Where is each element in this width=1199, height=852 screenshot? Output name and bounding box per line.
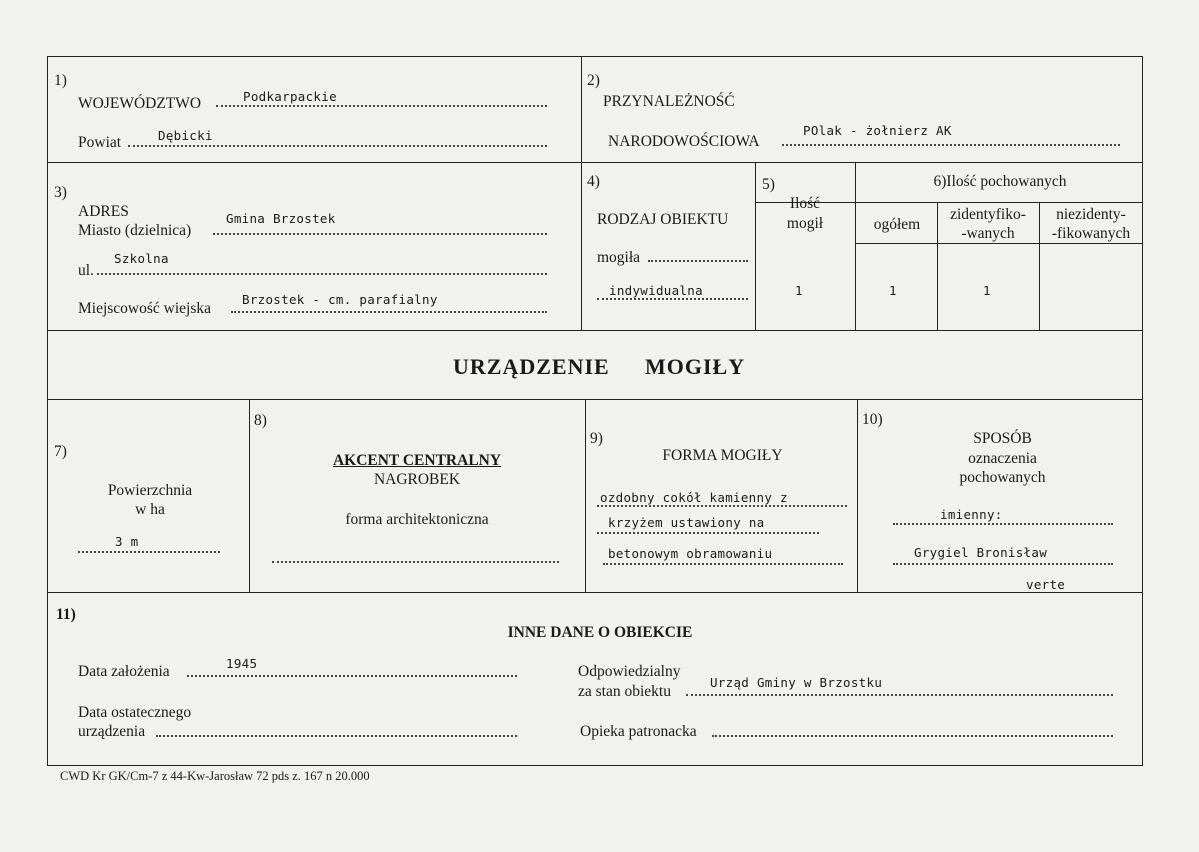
dotted-line (213, 233, 547, 235)
inne-dane-heading: INNE DANE O OBIEKCIE (507, 624, 693, 641)
powiat-value: Dębicki (158, 128, 213, 143)
dotted-line (187, 675, 517, 677)
divider (47, 162, 1143, 163)
powierzchnia-value: 3 m (115, 534, 139, 549)
dotted-line (648, 260, 748, 262)
form-footer: CWD Kr GK/Cm-7 z 44-Kw-Jarosław 72 pds z. 167 n 20.000 (60, 769, 370, 783)
akcent-centralny-heading: AKCENT CENTRALNY (332, 452, 502, 469)
dotted-line (597, 505, 847, 507)
sposob-value: imienny: (940, 507, 1003, 522)
ul-label: ul. (78, 262, 94, 279)
divider (581, 56, 582, 330)
section-number: 10) (862, 411, 883, 428)
forma-mogily-line1: ozdobny cokół kamienny z (600, 490, 788, 505)
dotted-line (782, 144, 1120, 146)
narodowosc-value: POlak - żołnierz AK (803, 123, 952, 138)
section-number: 11) (56, 606, 76, 623)
powierzchnia-label: w ha (135, 501, 165, 518)
miasto-label: Miasto (dzielnica) (78, 222, 192, 239)
dotted-line (893, 523, 1113, 525)
ilosc-mogil-label: Ilość (789, 195, 821, 212)
oznaczenia-label: oznaczenia (968, 450, 1037, 467)
opieka-patronacka-label: Opieka patronacka (580, 723, 697, 740)
divider (249, 399, 250, 592)
narodowosciowa-label: NARODOWOŚCIOWA (608, 133, 760, 150)
section-number: 5) (762, 176, 775, 193)
divider (855, 162, 856, 330)
divider (47, 399, 1143, 400)
section-number: 8) (254, 412, 267, 429)
forma-architektoniczna-label: forma architektoniczna (345, 511, 489, 528)
sposob-heading: SPOSÓB (973, 430, 1032, 447)
ilosc-pochowanych-header: 6)Ilość pochowanych (933, 173, 1067, 190)
miejscowosc-value: Brzostek - cm. parafialny (242, 292, 438, 307)
divider (47, 592, 1143, 593)
ilosc-mogil-label: mogił (786, 215, 824, 232)
data-zalozenia-label: Data założenia (78, 663, 170, 680)
niezidentyfikowanych-header: niezidenty- (1056, 206, 1126, 223)
wojewodztwo-value: Podkarpackie (243, 89, 337, 104)
forma-mogily-heading: FORMA MOGIŁY (662, 447, 783, 464)
wojewodztwo-label: WOJEWÓDZTWO (78, 95, 202, 112)
dotted-line (597, 532, 819, 534)
zidentyfikowanych-value: 1 (983, 283, 991, 298)
section-number: 3) (54, 184, 67, 201)
rodzaj-value: indywidualna (609, 283, 703, 298)
dotted-line (686, 694, 1113, 696)
odpowiedzialny-label: Odpowiedzialny (578, 663, 681, 680)
pochowanych-label: pochowanych (959, 469, 1046, 486)
za-stan-obiektu-label: za stan obiektu (578, 683, 671, 700)
powierzchnia-label: Powierzchnia (107, 482, 193, 499)
divider (47, 330, 1143, 331)
dotted-line (272, 561, 559, 563)
forma-mogily-line2: krzyżem ustawiony na (608, 515, 765, 530)
ilosc-mogil-value: 1 (795, 283, 803, 298)
dotted-line (216, 105, 547, 107)
dotted-line (156, 735, 517, 737)
dotted-line (78, 551, 220, 553)
urzadzenia-label: urządzenia (78, 723, 146, 740)
przynaleznosc-label: PRZYNALEŻNOŚĆ (603, 93, 735, 110)
dotted-line (231, 311, 547, 313)
divider (855, 243, 1143, 244)
data-ostatecznego-label: Data ostatecznego (78, 704, 192, 721)
powiat-label: Powiat (78, 134, 122, 151)
pochowany-name: Grygiel Bronisław (914, 545, 1048, 560)
section-number: 9) (590, 430, 603, 447)
section-number: 7) (54, 443, 67, 460)
dotted-line (603, 563, 843, 565)
dotted-line (712, 735, 1113, 737)
title-mogily: MOGIŁY (645, 354, 746, 379)
section-number: 4) (587, 173, 600, 190)
adres-label: ADRES (78, 203, 129, 220)
dotted-line (97, 273, 547, 275)
odpowiedzialny-value: Urząd Gminy w Brzostku (710, 675, 883, 690)
forma-mogily-line3: betonowym obramowaniu (608, 546, 773, 561)
miejscowosc-label: Miejscowość wiejska (78, 300, 212, 317)
nagrobek-label: NAGROBEK (373, 471, 461, 488)
mogila-label: mogiła (597, 249, 641, 266)
rodzaj-obiektu-label: RODZAJ OBIEKTU (597, 211, 729, 228)
data-zalozenia-value: 1945 (226, 656, 258, 671)
dotted-line (893, 563, 1113, 565)
niezidentyfikowanych-header: -fikowanych (1051, 225, 1131, 242)
verte-note: verte (1026, 577, 1066, 592)
ul-value: Szkolna (114, 251, 169, 266)
divider (755, 162, 756, 330)
ogolem-header: ogółem (873, 216, 921, 233)
miasto-value: Gmina Brzostek (226, 211, 336, 226)
section-number: 1) (54, 72, 67, 89)
zidentyfikowanych-header: zidentyfiko- (950, 206, 1026, 223)
dotted-line (597, 298, 748, 300)
title-urzadzenie: URZĄDZENIE (453, 354, 610, 379)
zidentyfikowanych-header: -wanych (961, 225, 1015, 242)
divider (857, 399, 858, 592)
divider (585, 399, 586, 592)
ogolem-value: 1 (889, 283, 897, 298)
section-number: 2) (587, 72, 600, 89)
dotted-line (128, 145, 547, 147)
